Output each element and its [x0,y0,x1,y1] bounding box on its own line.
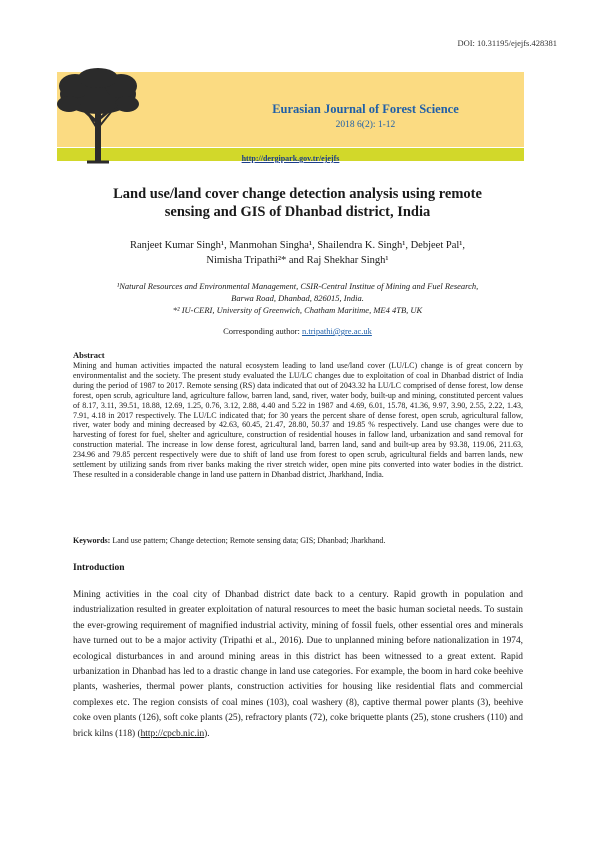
authors-line-1: Ranjeet Kumar Singh¹, Manmohan Singha¹, Shailendra K. Singh¹, Debjeet Pal¹, [129,240,466,251]
affiliations [60,280,535,316]
tree-logo-icon [57,68,139,164]
title-line-2: sensing and GIS of Dhanbad district, India [164,204,431,220]
journal-name: Eurasian Journal of Forest Science [272,102,459,116]
abstract-text: Mining and human activities impacted the natural ecosystem leading to land use/land cover (LU/LC) change is of great concern by environmentalist and the society. The present study evaluated the LU/LC changes due to exploitation of coal in Dhanbad district of India during the period of 1987 to 2017. Remote sensing (RS) data indicated that out of 2043.32 ha LU/LC comprised of dense forest, low dense forest, open scrub, agriculture land, agriculture fallow, barren land, sand, river, water body, built-up and mining, constituted percent values of 8.17, 3.11, 39.51, 18.88, 12.69, 1.25, 0.76, 3.12, 2.88, 4.40 and 5.22 in 1987 and 4.69, 6.01, 15.78, 41.36, 9.97, 3.90, 2.55, 2.22, 1.43, 7.91, 4.18 in 2017 respectively. The LU/LC indicated that; for 30 years the percent share of dense forest, open scrub, agricultural fallow, river, water body and mining decreased by 42.63, 60.45, 21.47, 28.80, 50.37 and 19.85 % respectively. Land use changes were due to harvesting of forest for fuel, shelter and agriculture, construction of residential houses in fallow land, urbanization and sand removal for construction material. The increase in low dense forest, agricultural land, barren land, sand and built-up area by 93.38, 119.06, 211.63, 234.96 and 79.85 percent respectively were due to shift of land use from forest to open scrub, agricultural fields and barren lands, new settlement by utilizing sands from river banks making the river stretch wider, open mine pits converted into water bodies in the district. These resulted in a considerable change in land use pattern in Dhanbad district, Jharkhand, India. [73,361,523,479]
affiliation-line-3: *² IU-CERI, University of Greenwich, Chatham Maritime, ME4 4TB, UK [172,305,423,315]
title-line-1: Land use/land cover change detection analysis using remote [113,186,482,202]
corresponding-label: Corresponding author: [223,326,300,336]
keywords-text: Land use pattern; Change detection; Remote sensing data; GIS; Dhanbad; Jharkhand. [112,536,386,545]
author-list [60,238,535,268]
journal-volume: 2018 6(2): 1-12 [335,120,396,130]
keywords-label: Keywords: [73,536,111,545]
keywords [73,536,523,545]
introduction-body: Mining activities in the coal city of Dhanbad district date back to a century. Rapid growth in population and industrialization resulted in greater exploitation of natural resources to meet the basic human societal needs. To sustain the ever-growing requirement of magnified industrial activity, mining of fossil fuels, other essential ores and minerals have turned out to be a major activity (Tripathi et al., 2016). Due to unplanned mining before nationalization in 1974, ecological disturbances in and around mining areas in this district has been witnessed to a great extent. Rapid urbanization in Dhanbad has led to a drastic change in land use categories. For example, the boom in hard coke beehive plants, washeries, thermal power plants, construction activities for housing like residential flats and commercial complexes etc. The region consists of coal mines (103), coal washery (8), captive thermal power plants (3), beehive coke oven plants (126), soft coke plants (25), refractory plants (72), coke briquette plants (25), stone crushers (110) and brick kilns (118) ( [73,590,523,739]
affiliation-line-2: Barwa Road, Dhanbad, 826015, India. [231,293,364,303]
introduction-heading: Introduction [73,563,125,573]
doi-label: DOI: 10.31195/ejejfs.428381 [457,38,557,48]
authors-line-2: Nimisha Tripathi²* and Raj Shekhar Singh¹ [206,255,389,266]
paper-title [60,185,535,221]
introduction-text [73,588,523,742]
journal-url-link[interactable]: http://dergipark.gov.tr/ejejfs [241,154,340,163]
corresponding-author [60,326,535,336]
cpcb-link[interactable]: http://cpcb.nic.in [140,728,205,739]
abstract-heading: Abstract [73,350,105,360]
introduction-tail: ). [204,728,210,739]
affiliation-line-1: ¹Natural Resources and Environmental Management, CSIR-Central Institue of Mining and Fuel Research, [116,281,479,291]
corresponding-email-link[interactable]: n.tripathi@gre.ac.uk [301,326,372,336]
